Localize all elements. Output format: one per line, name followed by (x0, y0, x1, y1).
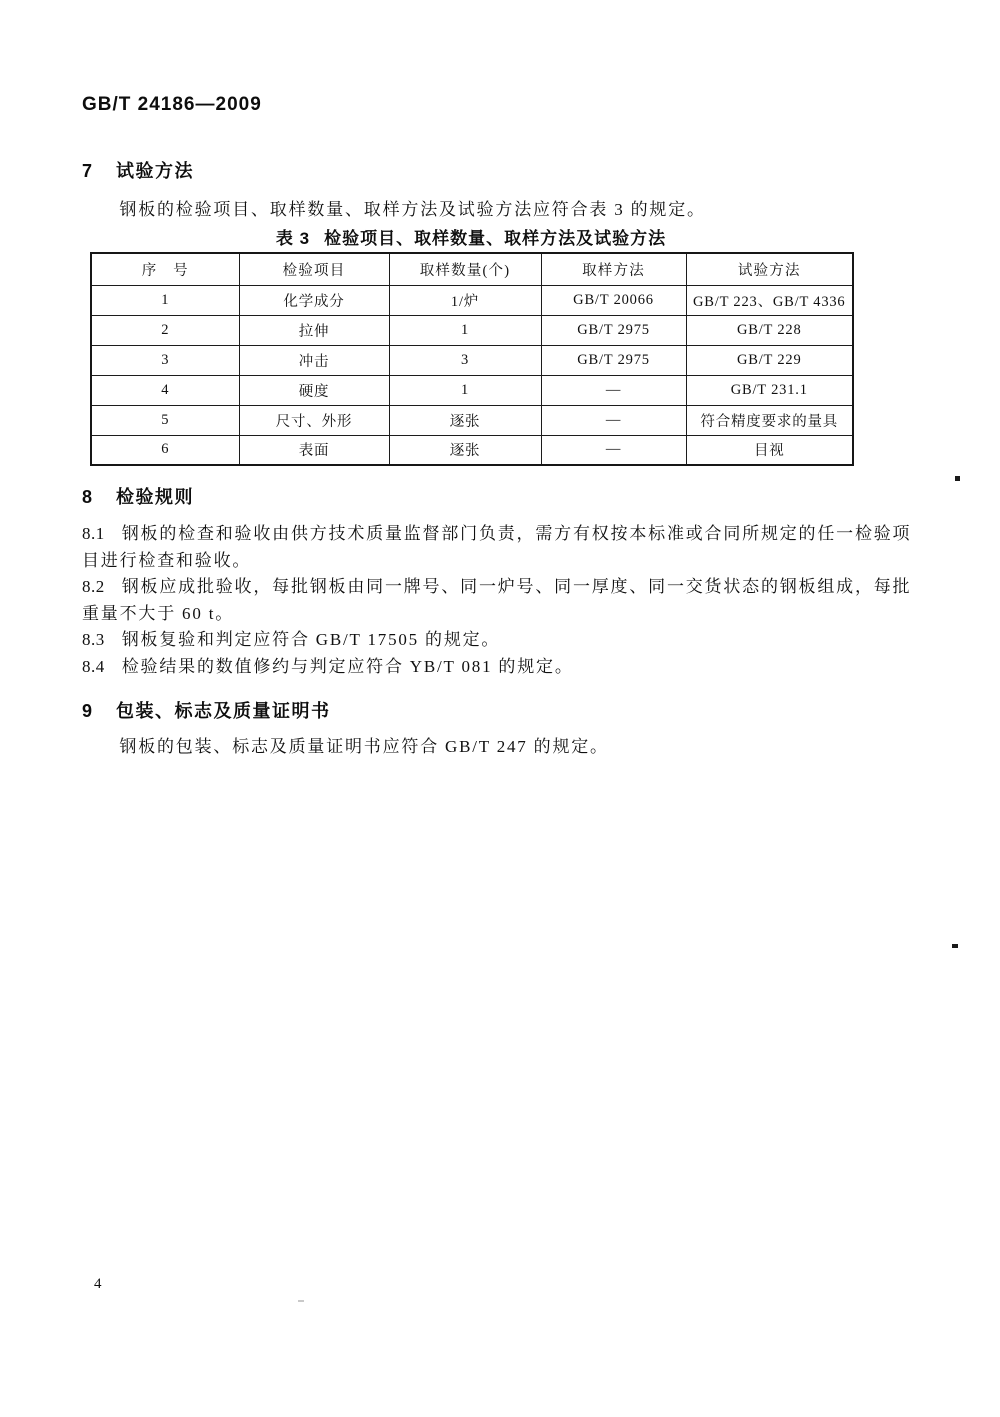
section-9-paragraph: 钢板的包装、标志及质量证明书应符合 GB/T 247 的规定。 (119, 737, 609, 756)
cell-sampling-method: — (541, 375, 686, 405)
cell-test-method: 目视 (686, 435, 853, 465)
rule-8-2 (82, 574, 922, 627)
section-8-number: 8 (82, 487, 93, 507)
section-9-heading (82, 697, 331, 723)
table-3 (90, 252, 854, 466)
rule-8-3-number: 8.3 (82, 630, 105, 649)
cell-index: 2 (91, 315, 239, 345)
section-8-title: 检验规则 (116, 487, 195, 507)
cell-item: 硬度 (239, 375, 389, 405)
cell-item: 冲击 (239, 345, 389, 375)
cell-index: 4 (91, 375, 239, 405)
table-row (91, 345, 853, 375)
section-9-title: 包装、标志及质量证明书 (116, 701, 331, 721)
cell-sampling-method: — (541, 435, 686, 465)
table-3-title-text: 检验项目、取样数量、取样方法及试验方法 (324, 229, 667, 248)
cell-sample-qty: 逐张 (389, 405, 541, 435)
scan-speck (298, 1300, 304, 1302)
table-header-row (91, 253, 853, 285)
section-8-heading (82, 483, 194, 509)
cell-item: 尺寸、外形 (239, 405, 389, 435)
table-row (91, 315, 853, 345)
table-row (91, 375, 853, 405)
rule-8-1-text: 钢板的检查和验收由供方技术质量监督部门负责，需方有权按本标准或合同所规定的任一检验项目进行检查和验收。 (82, 524, 912, 570)
scan-edge-mark (955, 476, 960, 481)
section-8-rules (82, 521, 922, 680)
cell-item: 化学成分 (239, 285, 389, 315)
cell-test-method: 符合精度要求的量具 (686, 405, 853, 435)
cell-sample-qty: 逐张 (389, 435, 541, 465)
col-header-sampling-method: 取样方法 (541, 253, 686, 285)
cell-sampling-method: GB/T 20066 (541, 285, 686, 315)
cell-test-method: GB/T 231.1 (686, 375, 853, 405)
table-3-title (90, 224, 852, 249)
rule-8-3-text: 钢板复验和判定应符合 GB/T 17505 的规定。 (121, 630, 501, 649)
cell-sample-qty: 1/炉 (389, 285, 541, 315)
cell-sample-qty: 1 (389, 315, 541, 345)
cell-index: 1 (91, 285, 239, 315)
rule-8-2-text: 钢板应成批验收，每批钢板由同一牌号、同一炉号、同一厚度、同一交货状态的钢板组成，每批重量不大于 60 t。 (82, 577, 912, 623)
table-row (91, 285, 853, 315)
cell-sampling-method: — (541, 405, 686, 435)
col-header-index: 序 号 (91, 253, 239, 285)
section-9-number: 9 (82, 701, 93, 721)
section-7-title: 试验方法 (116, 161, 195, 181)
cell-sample-qty: 3 (389, 345, 541, 375)
table-3-title-number: 表 3 (275, 229, 311, 248)
rule-8-4-text: 检验结果的数值修约与判定应符合 YB/T 081 的规定。 (121, 656, 574, 676)
rule-8-1 (82, 521, 922, 574)
scan-edge-mark (952, 944, 958, 948)
cell-index: 3 (91, 345, 239, 375)
cell-test-method: GB/T 229 (686, 345, 853, 375)
col-header-test-method: 试验方法 (686, 253, 853, 285)
section-7-heading (82, 157, 194, 183)
rule-8-2-number: 8.2 (82, 577, 105, 596)
cell-index: 6 (91, 435, 239, 465)
section-7-number: 7 (82, 161, 93, 181)
page-number: 4 (94, 1276, 102, 1292)
rule-8-3 (82, 627, 922, 654)
standard-number-header: GB/T 24186—2009 (82, 94, 262, 115)
cell-index: 5 (91, 405, 239, 435)
cell-test-method: GB/T 228 (686, 315, 853, 345)
cell-sampling-method: GB/T 2975 (541, 315, 686, 345)
cell-item: 拉伸 (239, 315, 389, 345)
rule-8-4 (82, 654, 922, 681)
col-header-sample-qty: 取样数量(个) (389, 253, 541, 285)
cell-sampling-method: GB/T 2975 (541, 345, 686, 375)
col-header-item: 检验项目 (239, 253, 389, 285)
table-row (91, 435, 853, 465)
cell-test-method: GB/T 223、GB/T 4336 (686, 285, 853, 315)
cell-sample-qty: 1 (389, 375, 541, 405)
table-row (91, 405, 853, 435)
rule-8-1-number: 8.1 (82, 524, 105, 543)
rule-8-4-number: 8.4 (82, 656, 105, 676)
cell-item: 表面 (239, 435, 389, 465)
section-7-paragraph: 钢板的检验项目、取样数量、取样方法及试验方法应符合表 3 的规定。 (119, 200, 706, 219)
